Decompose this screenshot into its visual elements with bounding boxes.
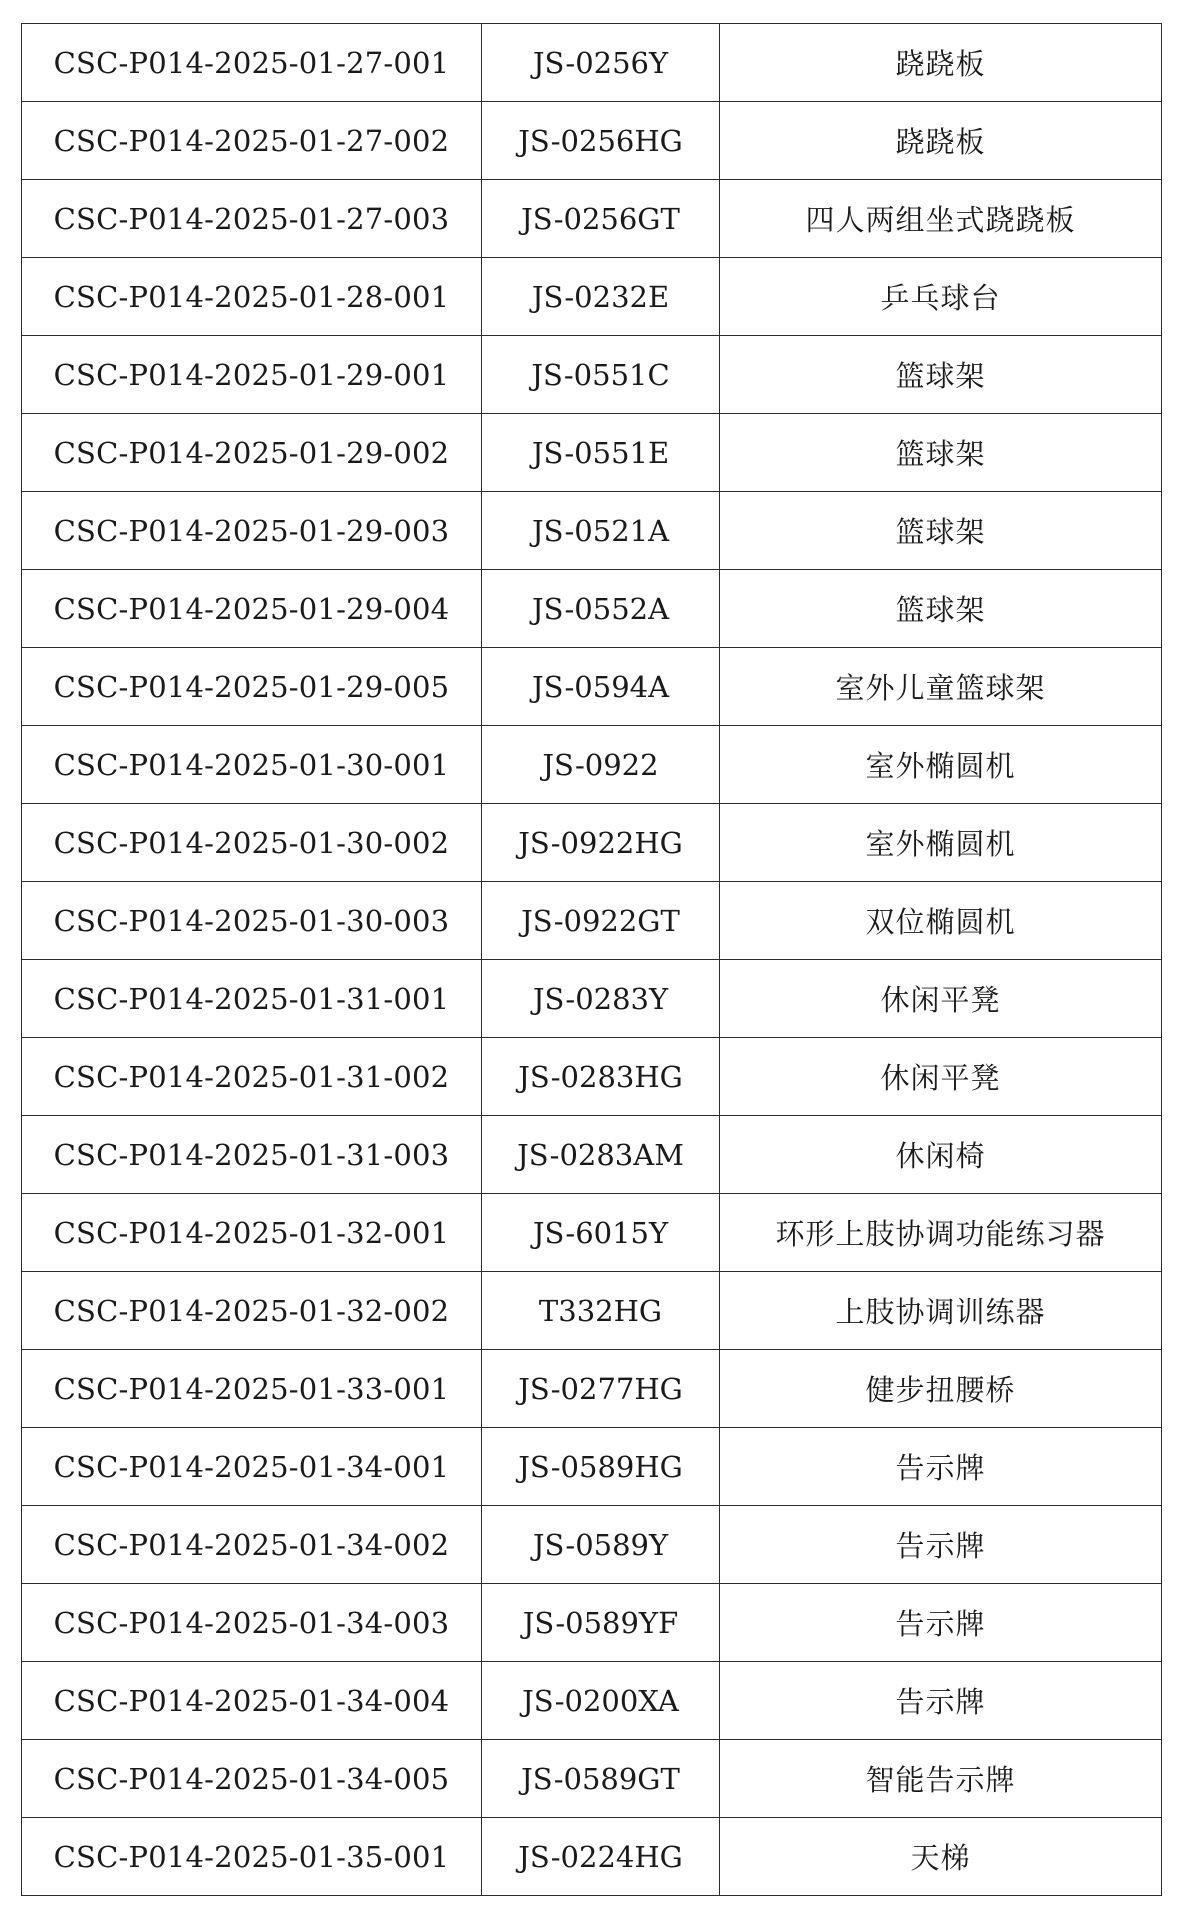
model-cell: JS-0283HG [482, 1038, 720, 1116]
table-row [22, 648, 1162, 726]
product-name-cell: 环形上肢协调功能练习器 [720, 1194, 1162, 1272]
cert-number-cell: CSC-P014-2025-01-34-004 [22, 1662, 482, 1740]
cert-number-cell: CSC-P014-2025-01-29-004 [22, 570, 482, 648]
model-cell: JS-0922 [482, 726, 720, 804]
cert-number-cell: CSC-P014-2025-01-33-001 [22, 1350, 482, 1428]
model-cell: JS-0552A [482, 570, 720, 648]
cert-number-cell: CSC-P014-2025-01-31-001 [22, 960, 482, 1038]
product-name-cell: 上肢协调训练器 [720, 1272, 1162, 1350]
product-name-cell: 双位椭圆机 [720, 882, 1162, 960]
model-cell: JS-0256Y [482, 24, 720, 102]
product-name-cell: 告示牌 [720, 1584, 1162, 1662]
product-name-cell: 乒乓球台 [720, 258, 1162, 336]
cert-number-cell: CSC-P014-2025-01-34-003 [22, 1584, 482, 1662]
table-row [22, 1584, 1162, 1662]
model-cell: JS-0521A [482, 492, 720, 570]
cert-number-cell: CSC-P014-2025-01-28-001 [22, 258, 482, 336]
model-cell: JS-0283AM [482, 1116, 720, 1194]
table-row [22, 180, 1162, 258]
cert-number-cell: CSC-P014-2025-01-27-001 [22, 24, 482, 102]
cert-number-cell: CSC-P014-2025-01-27-003 [22, 180, 482, 258]
cert-number-cell: CSC-P014-2025-01-34-002 [22, 1506, 482, 1584]
table-row [22, 414, 1162, 492]
cert-number-cell: CSC-P014-2025-01-29-001 [22, 336, 482, 414]
model-cell: JS-0589YF [482, 1584, 720, 1662]
table-row [22, 882, 1162, 960]
model-cell: JS-0256HG [482, 102, 720, 180]
product-name-cell: 告示牌 [720, 1662, 1162, 1740]
model-cell: JS-0283Y [482, 960, 720, 1038]
model-cell: JS-0594A [482, 648, 720, 726]
product-name-cell: 跷跷板 [720, 102, 1162, 180]
table-row [22, 102, 1162, 180]
product-name-cell: 篮球架 [720, 414, 1162, 492]
cert-number-cell: CSC-P014-2025-01-34-005 [22, 1740, 482, 1818]
table-row [22, 1662, 1162, 1740]
model-cell: JS-0589HG [482, 1428, 720, 1506]
cert-number-cell: CSC-P014-2025-01-29-002 [22, 414, 482, 492]
cert-number-cell: CSC-P014-2025-01-30-001 [22, 726, 482, 804]
cert-number-cell: CSC-P014-2025-01-29-005 [22, 648, 482, 726]
table-row [22, 960, 1162, 1038]
product-name-cell: 告示牌 [720, 1506, 1162, 1584]
product-name-cell: 休闲平凳 [720, 1038, 1162, 1116]
table-row [22, 1428, 1162, 1506]
product-name-cell: 休闲椅 [720, 1116, 1162, 1194]
model-cell: T332HG [482, 1272, 720, 1350]
table-row [22, 24, 1162, 102]
model-cell: JS-0589Y [482, 1506, 720, 1584]
model-cell: JS-0277HG [482, 1350, 720, 1428]
product-name-cell: 室外椭圆机 [720, 804, 1162, 882]
product-name-cell: 篮球架 [720, 492, 1162, 570]
table-row [22, 1818, 1162, 1896]
cert-number-cell: CSC-P014-2025-01-27-002 [22, 102, 482, 180]
model-cell: JS-0551E [482, 414, 720, 492]
table-row [22, 1038, 1162, 1116]
model-cell: JS-0589GT [482, 1740, 720, 1818]
product-name-cell: 篮球架 [720, 570, 1162, 648]
model-cell: JS-6015Y [482, 1194, 720, 1272]
model-cell: JS-0224HG [482, 1818, 720, 1896]
product-name-cell: 室外椭圆机 [720, 726, 1162, 804]
product-name-cell: 告示牌 [720, 1428, 1162, 1506]
model-cell: JS-0551C [482, 336, 720, 414]
table-row [22, 1272, 1162, 1350]
cert-number-cell: CSC-P014-2025-01-34-001 [22, 1428, 482, 1506]
product-name-cell: 跷跷板 [720, 24, 1162, 102]
model-cell: JS-0922HG [482, 804, 720, 882]
table-row [22, 726, 1162, 804]
table-row [22, 1194, 1162, 1272]
product-name-cell: 休闲平凳 [720, 960, 1162, 1038]
cert-number-cell: CSC-P014-2025-01-32-002 [22, 1272, 482, 1350]
table-row [22, 1740, 1162, 1818]
table-row [22, 1350, 1162, 1428]
table-row [22, 1506, 1162, 1584]
cert-number-cell: CSC-P014-2025-01-35-001 [22, 1818, 482, 1896]
table-row [22, 336, 1162, 414]
product-name-cell: 室外儿童篮球架 [720, 648, 1162, 726]
model-cell: JS-0232E [482, 258, 720, 336]
product-name-cell: 健步扭腰桥 [720, 1350, 1162, 1428]
model-cell: JS-0256GT [482, 180, 720, 258]
table-row [22, 570, 1162, 648]
table-row [22, 1116, 1162, 1194]
product-name-cell: 四人两组坐式跷跷板 [720, 180, 1162, 258]
cert-number-cell: CSC-P014-2025-01-30-003 [22, 882, 482, 960]
table-row [22, 804, 1162, 882]
cert-number-cell: CSC-P014-2025-01-32-001 [22, 1194, 482, 1272]
cert-number-cell: CSC-P014-2025-01-29-003 [22, 492, 482, 570]
product-name-cell: 天梯 [720, 1818, 1162, 1896]
cert-number-cell: CSC-P014-2025-01-30-002 [22, 804, 482, 882]
table-row [22, 492, 1162, 570]
certificate-table [21, 23, 1162, 1896]
cert-number-cell: CSC-P014-2025-01-31-002 [22, 1038, 482, 1116]
cert-number-cell: CSC-P014-2025-01-31-003 [22, 1116, 482, 1194]
table-row [22, 258, 1162, 336]
model-cell: JS-0200XA [482, 1662, 720, 1740]
product-name-cell: 篮球架 [720, 336, 1162, 414]
product-name-cell: 智能告示牌 [720, 1740, 1162, 1818]
table-body [22, 24, 1162, 1896]
model-cell: JS-0922GT [482, 882, 720, 960]
